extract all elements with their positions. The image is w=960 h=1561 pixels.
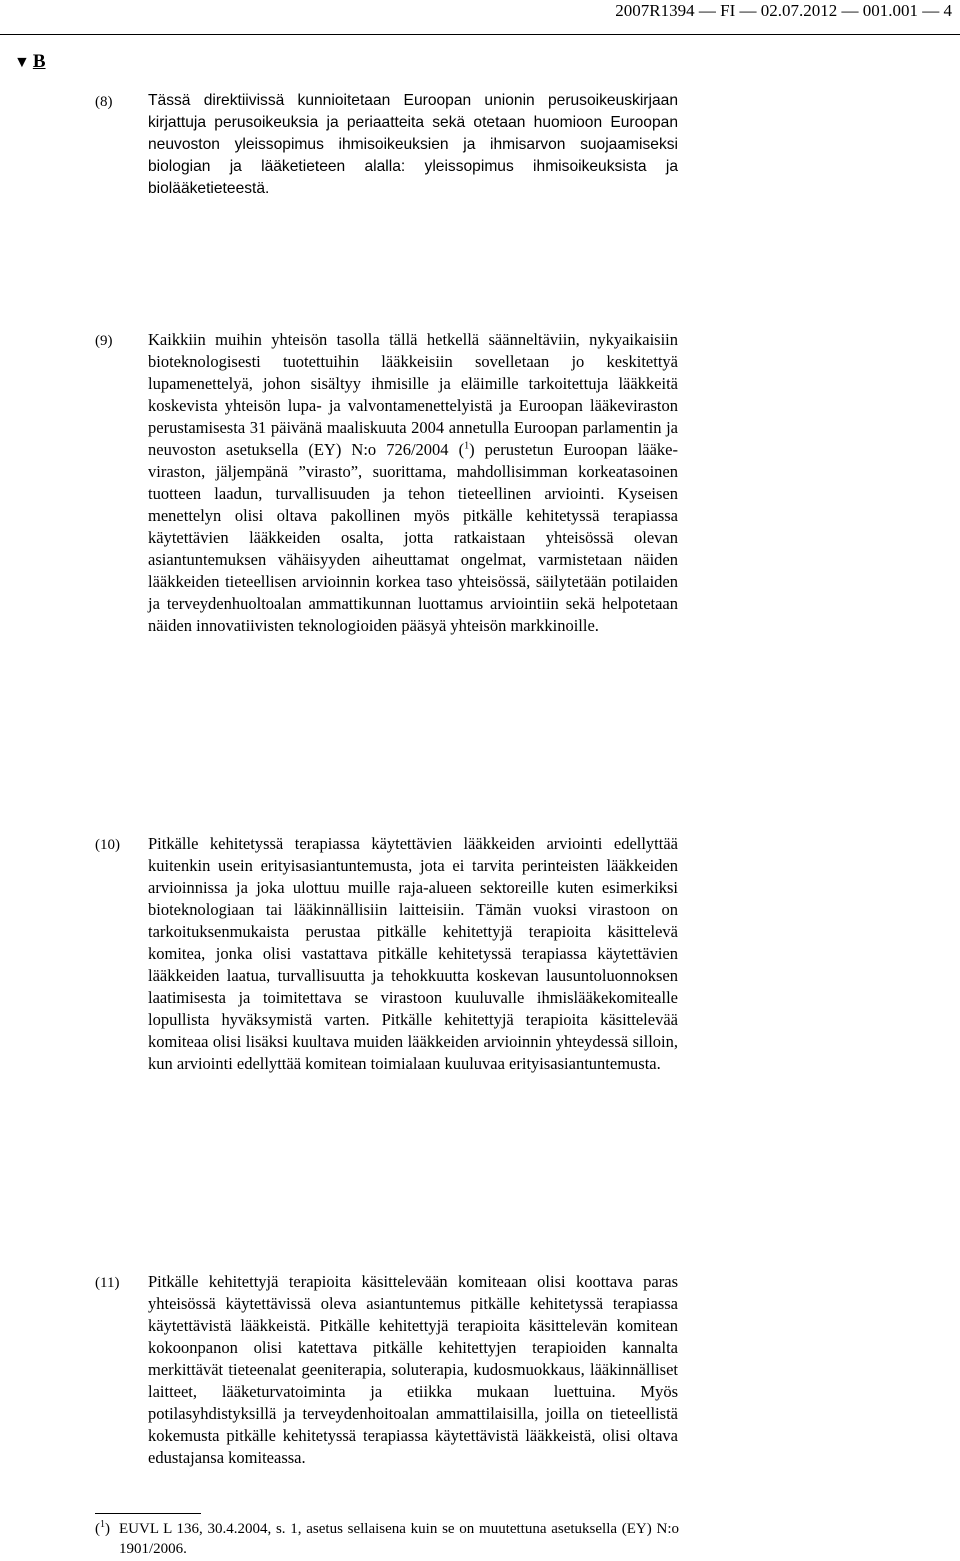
page-header [0, 0, 960, 36]
recital-number: (10) [95, 837, 120, 853]
footnote-mark: ($^1$) [95, 1519, 110, 1537]
triangle-down-icon: ▼ [14, 54, 30, 71]
recital-text-part: ) perustetun Euroopan lääkeviraston, jäljempänä ”virasto”, suorittama, mahdollisimman korkeatasoinen tuotteen laadun, turvallisuuden ja tehon tieteellinen arviointi. Kyseisen menettelyn olisi oltava pakollinen myös pitkälle kehitetyssä terapiassa käytettävien lääkkeiden osalta, jotta ratkaistaan yhteisössä olevan asiantuntemuksen vähäisyyden aiheuttamat ongelmat, varmistetaan näiden lääkkeiden tieteellisen arvioinnin korkea taso yhteisössä, säilytetään potilaiden ja terveydenhuoltoalan ammattikunnan luottamus arviointiin sekä helpotetaan näiden innovatiivisten teknologioiden pääsyä yhteisön markkinoille. [148, 440, 679, 635]
recital-number: (9) [95, 333, 113, 349]
recital-text-part: Kaikkiin muihin yhteisön tasolla tällä hetkellä säänneltäviin, nykyaikaisiin bioteknologisesti tuotettuihin lääkkeisiin sovelletaan jo keskitettyä lupamenettelyä, johon sisältyy ihmisille ja eläimille tarkoitettuja lääkkeitä koskevista yhteisön lupa- ja valvontamenettelyistä ja Euroopan lääkeviraston perustamisesta 31 päivänä maaliskuuta 2004 annetulla Euroopan parlamentin ja neuvoston asetuksella (EY) N:o 726/2004 ( [148, 330, 678, 459]
recital-text: Pitkälle kehitetyssä terapiassa käytettävien lääkkeiden arviointi edellyttää kuitenkin usein erityisasiantuntemusta, jota ei tarvita perinteisten lääkkeiden arvioinnissa ja joka ulottuu muille raja-alueen sektoreille kuten esimerkiksi bioteknologiaan tai lääkinnällisiin laitteisiin. Tämän vuoksi virastoon on tarkoituksenmukaista perustaa pitkälle kehitettyjä terapioita käsittelevä komitea, jonka olisi vastattava pitkälle kehitetyssä terapiassa käytettävien lääkkeiden laatua, turvallisuutta ja tehokkuutta koskevan lausuntoluonnoksen laatimisesta ja toimitettava se virastoon kuuluvalle ihmislääkekomitealle lopullista hyväksymistä varten. Pitkälle kehitettyjä terapioita käsittelevää komiteaa olisi lisäksi kuultava muiden lääkkeiden arvioinnin yhteydessä silloin, kun arviointi edellyttää komitean toimialaan kuuluvaa erityisasiantuntemusta. [148, 834, 678, 1073]
recital-number: (11) [95, 1275, 120, 1291]
recital-number: (8) [95, 94, 113, 110]
recital-text: Tässä direktiivissä kunnioitetaan Euroopan unionin perusoikeuskirjaan kirjattuja perusoikeuksia ja periaatteita sekä otetaan huomioon Euroopan neuvoston yleissopimus ihmisoikeuksien ja ihmisarvon suojaamiseksi biologian ja lääketieteen alalla: yleissopimus ihmisoikeuksista ja biolääketieteestä. [148, 92, 678, 197]
recital-text [148, 329, 678, 637]
document-reference: 2007R1394 — FI — 02.07.2012 — 001.001 — 4 [615, 1, 952, 20]
footnote-divider [95, 1513, 201, 1514]
footnote-text: EUVL L 136, 30.4.2004, s. 1, asetus sellaisena kuin se on muutettuna asetuksella (EY) N:o 1901/2006. [119, 1521, 679, 1557]
footnote-reference[interactable]: 1 [464, 440, 470, 452]
header-divider [0, 34, 960, 35]
recital-text: Pitkälle kehitettyjä terapioita käsittelevään komiteaan olisi koottava paras yhteisössä käytettävissä oleva asiantuntemus pitkälle kehitetyssä terapiassa käytettävistä lääkkeistä. Pitkälle kehitettyjä terapioita käsittelevän komitean kokoonpanon olisi katettava pitkälle kehitettyjen terapioiden kannalta merkittävät tieteenalat geeniterapia, soluterapia, kudosmuokkaus, lääkinnälliset laitteet, lääketurvatoiminta ja etiikka mukaan luettuina. Myös potilasyhdistyksillä ja terveydenhoitoalan ammattilaisilla, joilla on tieteellistä kokemusta pitkälle kehitetyssä terapiassa käytettävistä lääkkeistä, olisi oltava edustajansa komiteassa. [148, 1272, 678, 1467]
amendment-marker [14, 50, 46, 75]
amendment-marker-letter[interactable]: B [32, 51, 46, 72]
